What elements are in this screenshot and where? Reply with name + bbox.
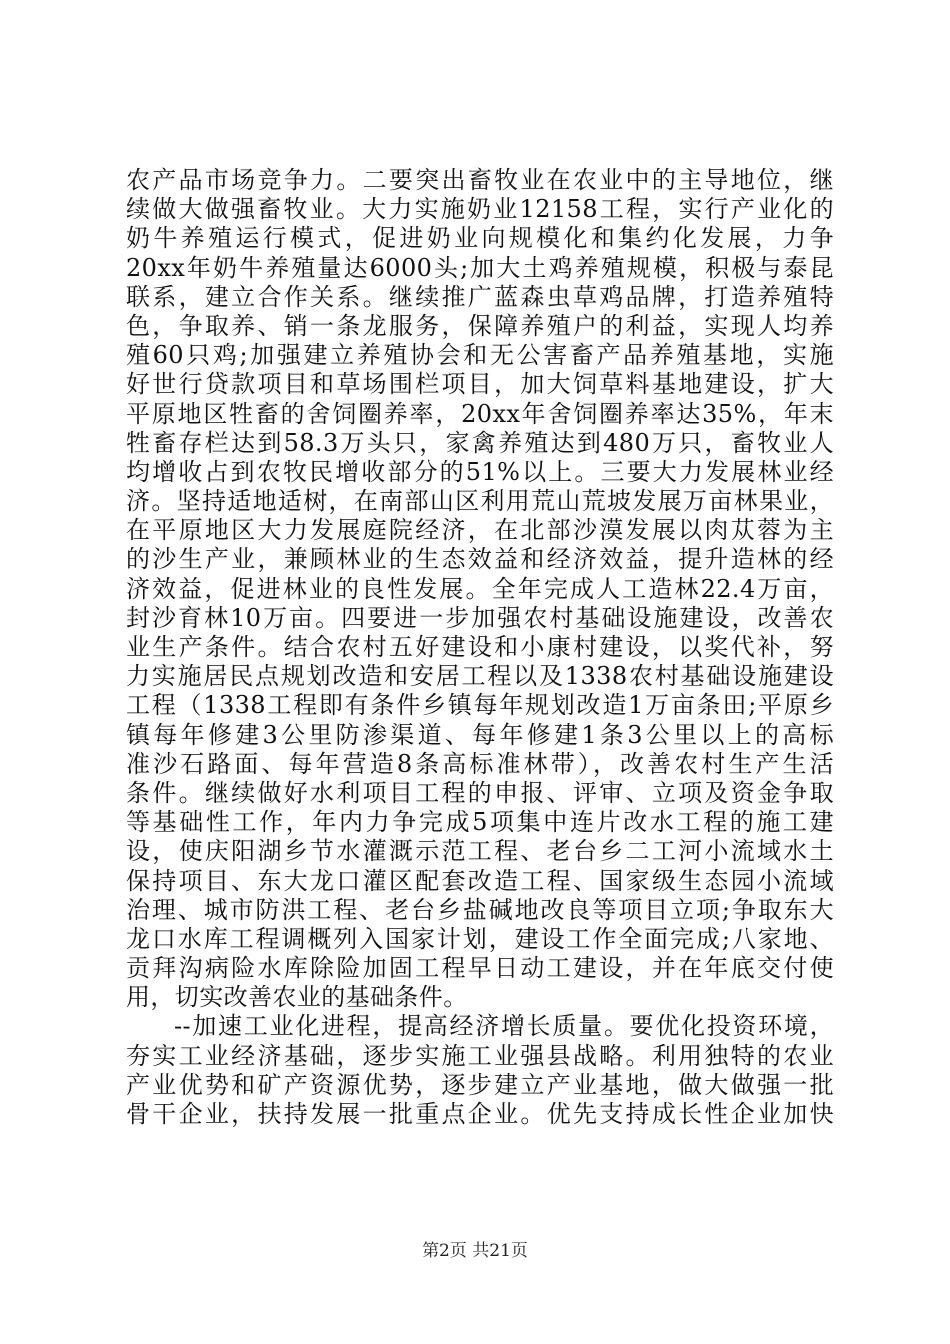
text-line: 力实施居民点规划改造和安居工程以及1338农村基础设施建设 — [126, 662, 834, 691]
text-line: 贡拜沟病险水库除险加固工程早日动工建设，并在年底交付使 — [126, 954, 834, 983]
text-line: 的沙生产业，兼顾林业的生态效益和经济效益，提升造林的经 — [126, 545, 834, 574]
text-line: 殖60只鸡;加强建立养殖协会和无公害畜产品养殖基地，实施 — [126, 341, 834, 370]
text-line: 工程（1338工程即有条件乡镇每年规划改造1万亩条田;平原乡 — [126, 691, 834, 720]
page-number-footer: 第2页 共21页 — [422, 1241, 528, 1261]
text-line: --加速工业化进程，提高经济增长质量。要优化投资环境， — [174, 1012, 834, 1041]
paragraph — [126, 1012, 834, 1129]
text-line: 设，使庆阳湖乡节水灌溉示范工程、老台乡二工河小流域水土 — [126, 837, 834, 866]
text-line: 好世行贷款项目和草场围栏项目，加大饲草料基地建设，扩大 — [126, 370, 834, 399]
text-line: 封沙育林10万亩。四要进一步加强农村基础设施建设，改善农 — [126, 603, 834, 632]
document-body — [126, 166, 834, 1129]
paragraph — [126, 166, 834, 1012]
text-line: 济。坚持适地适树，在南部山区利用荒山荒坡发展万亩林果业， — [126, 487, 834, 516]
text-line: 夯实工业经济基础，逐步实施工业强县战略。利用独特的农业 — [126, 1041, 834, 1070]
text-line: 龙口水库工程调概列入国家计划，建设工作全面完成;八家地、 — [126, 924, 834, 953]
text-line: 治理、城市防洪工程、老台乡盐碱地改良等项目立项;争取东大 — [126, 895, 834, 924]
text-line: 联系，建立合作关系。继续推广蓝森虫草鸡品牌，打造养殖特 — [126, 282, 834, 311]
text-line: 在平原地区大力发展庭院经济，在北部沙漠发展以肉苁蓉为主 — [126, 516, 834, 545]
text-line: 济效益，促进林业的良性发展。全年完成人工造林22.4万亩， — [126, 574, 834, 603]
text-line: 色，争取养、销一条龙服务，保障养殖户的利益，实现人均养 — [126, 311, 834, 340]
text-line: 均增收占到农牧民增收部分的51%以上。三要大力发展林业经 — [126, 457, 834, 486]
text-line: 20xx年奶牛养殖量达6000头;加大土鸡养殖规模，积极与泰昆 — [126, 253, 834, 282]
text-line: 业生产条件。结合农村五好建设和小康村建设，以奖代补，努 — [126, 633, 834, 661]
text-line: 奶牛养殖运行模式，促进奶业向规模化和集约化发展，力争 — [126, 224, 834, 253]
text-line: 骨干企业，扶持发展一批重点企业。优先支持成长性企业加快 — [126, 1100, 834, 1128]
text-line: 牲畜存栏达到58.3万头只，家禽养殖达到480万只，畜牧业人 — [126, 428, 834, 457]
text-line: 平原地区牲畜的舍饲圈养率，20xx年舍饲圈养率达35%，年末 — [126, 399, 834, 428]
text-line: 产业优势和矿产资源优势，逐步建立产业基地，做大做强一批 — [126, 1070, 834, 1099]
text-line: 保持项目、东大龙口灌区配套改造工程、国家级生态园小流域 — [126, 866, 834, 895]
text-line: 条件。继续做好水利项目工程的申报、评审、立项及资金争取 — [126, 778, 834, 807]
text-line: 等基础性工作，年内力争完成5项集中连片改水工程的施工建 — [126, 808, 834, 837]
text-line: 续做大做强畜牧业。大力实施奶业12158工程，实行产业化的 — [126, 195, 834, 224]
text-line: 用，切实改善农业的基础条件。 — [126, 983, 468, 1012]
text-line: 农产品市场竞争力。二要突出畜牧业在农业中的主导地位，继 — [126, 166, 834, 194]
text-line: 镇每年修建3公里防渗渠道、每年修建1条3公里以上的高标 — [126, 720, 834, 749]
text-line: 准沙石路面、每年营造8条高标准林带），改善农村生产生活 — [126, 749, 834, 778]
